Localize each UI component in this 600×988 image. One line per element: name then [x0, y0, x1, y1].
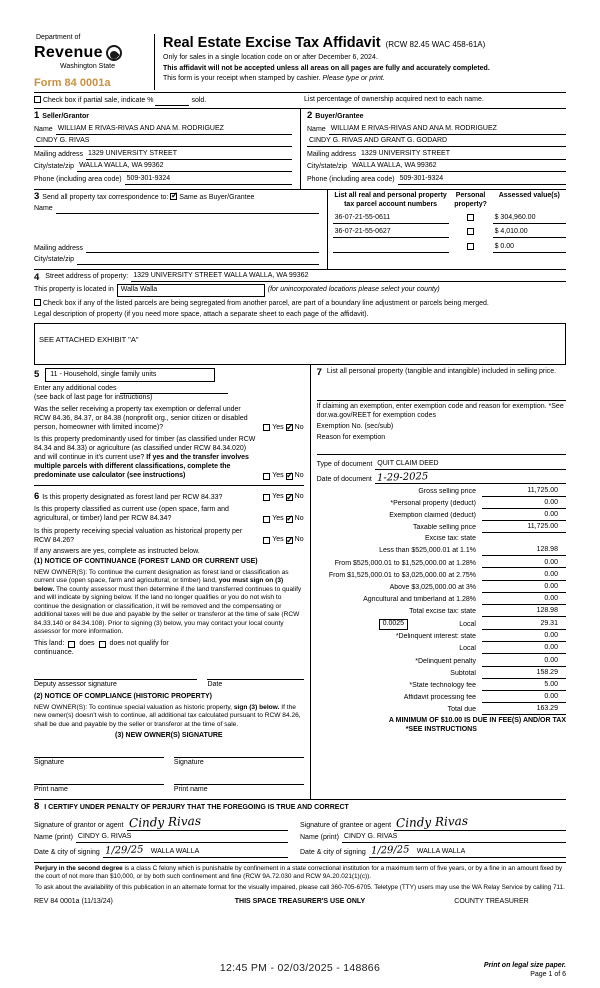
delinquent-penalty-label: *Delinquent penalty — [415, 657, 476, 665]
local-excise-value[interactable]: 29.31 — [482, 620, 566, 630]
subtotal-label: Subtotal — [450, 669, 476, 677]
buyer-city-state-zip[interactable]: WALLA WALLA, WA 99362 — [350, 162, 566, 172]
parcel-row — [333, 228, 566, 238]
located-note: (for unincorporated locations please select your county) — [267, 286, 440, 294]
agricultural-timberland-value[interactable]: 0.00 — [482, 595, 566, 605]
forest-question: Is this property designated as forest land per RCW 84.33? — [42, 493, 223, 501]
affidavit-processing-fee-label: Affidavit processing fee — [403, 694, 476, 702]
excise-tier4-label: Above $3,025,000.00 at 3% — [389, 583, 476, 591]
same-as-buyer-checkbox[interactable] — [170, 193, 177, 200]
perjury-notice — [34, 862, 566, 882]
timber-yes-checkbox[interactable] — [263, 473, 270, 480]
cashier-timestamp: 12:45 PM - 02/03/2025 - 148866 — [219, 962, 381, 975]
header-note-3a: This form is your receipt when stamped by cashier. — [163, 74, 323, 82]
buyer-name-line1[interactable]: WILLIAM E RIVAS-RIVAS AND ANA M. RODRIGUEZ — [329, 125, 566, 135]
section-4-number: 4 — [34, 271, 40, 283]
header-note-3 — [163, 75, 566, 84]
current-use-no-checkbox[interactable] — [286, 516, 293, 523]
excise-tier2-value[interactable]: 0.00 — [482, 559, 566, 569]
delinquent-interest-state-value[interactable]: 0.00 — [482, 632, 566, 642]
state-technology-fee-label: *State technology fee — [409, 681, 476, 689]
signature-label-2: Signature — [173, 758, 204, 766]
certification-section — [34, 799, 566, 862]
excise-tier1-label: Less than $525,000.01 at 1.1% — [379, 547, 476, 555]
section-6-block — [34, 485, 304, 795]
current-use-yes-label: Yes — [272, 514, 284, 522]
does-label: does — [79, 640, 95, 648]
buyer-mailing-address[interactable]: 1329 UNIVERSITY STREET — [359, 150, 566, 160]
form-rcw: (RCW 82.45 WAC 458-61A) — [385, 40, 486, 49]
ownership-percentage-note: List percentage of ownership acquired next to each name. — [304, 96, 484, 104]
personal-property-checkbox-2[interactable] — [467, 228, 474, 235]
title-block — [154, 34, 566, 90]
land-does-not-qualify-checkbox[interactable] — [99, 641, 106, 648]
document-date-field[interactable]: 1-29-2025 — [376, 470, 429, 484]
total-excise-state-value[interactable]: 128.98 — [482, 607, 566, 617]
grantor-signature-block — [34, 814, 300, 857]
property-address-section — [34, 269, 566, 323]
gross-selling-price-value[interactable]: 11,725.00 — [482, 487, 566, 497]
correspondence-csz-field[interactable] — [77, 256, 319, 265]
personal-property-checkbox-3[interactable] — [467, 243, 474, 250]
current-use-question: Is this property classified as current use (open space, farm and agricultural, or timber) land per RCW 84.34? — [34, 506, 229, 523]
seller-city-state-zip[interactable]: WALLA WALLA, WA 99362 — [77, 162, 292, 172]
document-type-field[interactable]: QUIT CLAIM DEED — [375, 460, 566, 470]
print-size-note: Print on legal size paper. — [483, 962, 566, 970]
buyer-grantee-title: Buyer/Grantee — [315, 113, 364, 121]
notice-continuance-body — [34, 569, 304, 637]
land-qualify-row — [34, 640, 304, 649]
bottom-row — [34, 962, 566, 980]
delinquent-interest-local-label: Local — [459, 645, 476, 653]
deputy-date-label: Date — [207, 681, 223, 689]
use-classification-column — [34, 365, 311, 799]
parcel-number-field-2[interactable]: 36-07-21-55-0627 — [333, 228, 449, 238]
grantee-name-label: Name (print) — [300, 834, 339, 842]
grantee-signature-block — [300, 814, 566, 857]
deputy-date-line[interactable] — [207, 671, 303, 680]
personal-property-label: List all personal property (tangible and intangible) included in selling price. — [326, 368, 557, 376]
grantor-date[interactable]: 1/29/25 — [104, 844, 144, 857]
document-type-label: Type of document — [316, 461, 373, 469]
notice-compliance-bold: sign (3) below. — [233, 703, 280, 711]
located-in-label: This property is located in — [34, 286, 114, 294]
correspondence-and-parcels — [34, 189, 566, 269]
section-2-number: 2 — [307, 110, 313, 122]
section-5-number: 5 — [34, 369, 40, 381]
new-owner-signature-row — [34, 749, 304, 768]
forest-yes-label: Yes — [272, 493, 284, 501]
form-number: Form 84 0001a — [34, 77, 111, 90]
forest-yes-checkbox[interactable] — [263, 494, 270, 501]
seller-name-line1[interactable]: WILLIAM E RIVAS-RIVAS AND ANA M. RODRIGUEZ — [56, 125, 292, 135]
segregated-checkbox[interactable] — [34, 299, 41, 306]
assessed-value-header: Assessed value(s) — [498, 191, 560, 199]
delinquent-penalty-value[interactable]: 0.00 — [482, 657, 566, 667]
notice-continuance-title: (1) NOTICE OF CONTINUANCE (FOREST LAND OR CURRENT USE) — [34, 558, 258, 566]
certify-statement: I CERTIFY UNDER PENALTY OF PERJURY THAT THE FOREGOING IS TRUE AND CORRECT — [44, 804, 349, 812]
page-number: Page 1 of 6 — [530, 971, 566, 979]
property-street-address[interactable]: 1329 UNIVERSITY STREET WALLA WALLA, WA 99362 — [131, 272, 566, 282]
correspondence-name-label: Name — [34, 205, 53, 213]
segregated-row — [34, 299, 566, 309]
tax-correspondence-section — [34, 190, 327, 269]
personal-property-section — [317, 368, 566, 378]
excise-tier1-value[interactable]: 128.98 — [482, 546, 566, 556]
street-address-label: Street address of property: — [45, 273, 129, 281]
total-due-value[interactable]: 163.29 — [482, 705, 566, 715]
print-name-label-2: Print name — [173, 785, 208, 793]
seller-mailing-address[interactable]: 1329 UNIVERSITY STREET — [86, 150, 292, 160]
partial-sale-label: Check box if partial sale, indicate % — [42, 97, 154, 105]
seller-phone-label: Phone (including area code) — [34, 175, 122, 183]
gross-selling-price-label: Gross selling price — [418, 487, 476, 495]
taxable-selling-price-label: Taxable selling price — [412, 524, 476, 532]
total-due-label: Total due — [447, 706, 476, 714]
land-use-code-select[interactable]: 11 - Household, single family units — [45, 368, 215, 382]
seller-name-line2[interactable]: CINDY G. RIVAS — [34, 137, 292, 147]
deputy-assessor-row — [34, 671, 304, 690]
header-note-2: This affidavit will not be accepted unless all areas on all pages are fully and accurately completed. — [163, 64, 490, 72]
grantor-signature-label: Signature of grantor or agent — [34, 821, 124, 829]
continuance-label: continuance. — [34, 649, 74, 657]
historic-no-label: No — [294, 536, 304, 544]
excise-tier2-label: From $525,000.01 to $1,525,000.00 at 1.28% — [334, 559, 476, 567]
document-block — [317, 454, 566, 485]
property-county-select[interactable]: Walla Walla — [117, 284, 265, 297]
seller-grantor-title: Seller/Grantor — [42, 113, 89, 121]
correspondence-csz-label: City/state/zip — [34, 255, 75, 263]
deferral-no-checkbox[interactable] — [286, 424, 293, 431]
print-name-label-1: Print name — [34, 785, 68, 793]
property-location-row — [34, 284, 566, 297]
deferral-no-label: No — [294, 423, 304, 431]
grantee-city[interactable]: WALLA WALLA — [415, 848, 566, 858]
new-owner-signature-title: (3) NEW OWNER(S) SIGNATURE — [115, 732, 223, 740]
new-owner-signature-line-2[interactable] — [174, 749, 304, 758]
section-3-number: 3 — [34, 190, 40, 202]
partial-sale-percent-field[interactable] — [155, 98, 189, 106]
buyer-name-line2[interactable]: CINDY G. RIVAS AND GRANT G. GODARD — [307, 137, 566, 147]
deferral-question-row — [34, 406, 304, 433]
seller-csz-label: City/state/zip — [34, 163, 75, 171]
grantor-signature[interactable]: Cindy Rivas — [128, 813, 201, 831]
historic-no-checkbox[interactable] — [286, 537, 293, 544]
tax-computation-column — [311, 365, 566, 799]
additional-codes-note: (see back of last page for instructions) — [34, 393, 153, 401]
buyer-csz-label: City/state/zip — [307, 163, 348, 171]
seller-phone[interactable]: 509-301-9324 — [125, 175, 292, 185]
buyer-mailing-label: Mailing address — [307, 150, 357, 158]
revenue-wordmark: Revenue — [34, 43, 103, 61]
parcel-numbers-header: List all real and personal property tax parcel account numbers — [334, 191, 447, 208]
delinquent-interest-local-value[interactable]: 0.00 — [482, 644, 566, 654]
buyer-name-label: Name — [307, 125, 326, 133]
timber-question-row — [34, 436, 304, 481]
treasurer-space-label: THIS SPACE TREASURER'S USE ONLY — [234, 897, 366, 905]
tax-table — [317, 487, 566, 715]
notice-compliance-post: If the new owner(s) doesn't wish to continue, all additional tax calculated pursuant to RCW 84.26, shall be due and payable by the seller or transferor at the time of sale. — [34, 703, 301, 728]
segregated-label: Check box if any of the listed parcels are being segregated from another parcel, are part of a boundary line adjustment or parcels being merged. — [42, 300, 489, 308]
grantor-city[interactable]: WALLA WALLA — [149, 848, 288, 858]
form-header — [34, 34, 566, 92]
subtotal-value[interactable]: 158.29 — [482, 669, 566, 679]
new-owner-print-row — [34, 776, 304, 795]
affidavit-processing-fee-value[interactable]: 0.00 — [482, 693, 566, 703]
main-columns — [34, 365, 566, 799]
exemption-note: If claiming an exemption, enter exemption code and reason for exemption. *See dor.wa.gov/REET for exemption codes — [316, 402, 564, 419]
exemption-block — [317, 400, 566, 451]
does-not-label: does not qualify for — [109, 640, 169, 648]
personal-property-checkbox-1[interactable] — [467, 214, 474, 221]
grantee-date[interactable]: 1/29/25 — [370, 844, 410, 857]
historic-yes-label: Yes — [272, 536, 284, 544]
parcel-number-field-1[interactable]: 36-07-21-55-0611 — [333, 214, 449, 224]
grantee-print-name[interactable]: CINDY G. RIVAS — [342, 833, 566, 843]
seller-mailing-label: Mailing address — [34, 150, 84, 158]
deferral-yes-label: Yes — [272, 423, 284, 431]
correspondence-label: Send all property tax correspondence to: — [42, 193, 169, 201]
dor-logo-icon — [106, 45, 122, 61]
buyer-grantee-section — [300, 109, 566, 188]
header-note-1: Only for sales in a single location code on or after December 6, 2024. — [163, 54, 378, 62]
agricultural-timberland-label: Agricultural and timberland at 1.28% — [363, 595, 476, 603]
deputy-assessor-signature-line[interactable] — [34, 671, 197, 680]
timber-yes-label: Yes — [272, 471, 284, 479]
timber-no-label: No — [294, 471, 304, 479]
footer-row — [34, 898, 566, 907]
partial-sale-checkbox[interactable] — [34, 96, 41, 103]
section-1-number: 1 — [34, 110, 40, 122]
dor-logo-block — [34, 34, 154, 90]
parties-section — [34, 108, 566, 188]
local-excise-label: Local — [459, 621, 476, 629]
personal-property-blank-area[interactable] — [317, 378, 566, 400]
grantor-date-label: Date & city of signing — [34, 848, 100, 856]
partial-sale-sold-label: sold. — [191, 97, 207, 105]
form-revision: REV 84 0001a (11/13/24) — [34, 897, 113, 905]
print-notes — [446, 962, 566, 980]
signature-label-1: Signature — [34, 758, 64, 766]
perjury-lead: Perjury in the second degree — [35, 864, 123, 872]
deferral-question: Was the seller receiving a property tax exemption or deferral under RCW 84.36, 84.37, or 84.38 (nonprofit org., senior citizen or disabled person, homeowner with limited income)? — [34, 406, 248, 432]
notice-compliance-title: (2) NOTICE OF COMPLIANCE (HISTORIC PROPERTY) — [34, 693, 212, 701]
historic-yes-checkbox[interactable] — [263, 537, 270, 544]
correspondence-mailing-field[interactable] — [86, 245, 319, 254]
total-excise-state-label: Total excise tax: state — [409, 608, 476, 616]
taxable-selling-price-value[interactable]: 11,725.00 — [482, 523, 566, 533]
timber-question: Is this property predominantly used for timber (as classified under RCW 84.34 and 84.33) or agriculture (as classified under RCW 84.34.020) and will continue in it's current use? — [34, 436, 256, 462]
washington-state-label: Washington State — [60, 63, 115, 71]
parcel-table — [327, 190, 566, 269]
buyer-phone-label: Phone (including area code) — [307, 175, 395, 183]
notice-continuance-pre: NEW OWNER(S): To continue the current designation as forest land or classification as current use (open space, farm and agricultural, or timber) land, — [34, 568, 289, 585]
current-use-no-label: No — [294, 514, 304, 522]
grantee-date-label: Date & city of signing — [300, 848, 366, 856]
minimum-due-note: A MINIMUM OF $10.00 IS DUE IN FEE(S) AND/OR TAX — [388, 717, 566, 725]
grantee-signature-label: Signature of grantee or agent — [300, 821, 392, 829]
current-use-yes-checkbox[interactable] — [263, 516, 270, 523]
assessed-value-field-2[interactable]: $ 4,010.00 — [493, 228, 566, 238]
legal-description-text: SEE ATTACHED EXHIBIT "A" — [39, 335, 139, 345]
partial-sale-row — [34, 92, 566, 108]
grantor-name-label: Name (print) — [34, 834, 73, 842]
exemption-claimed-value[interactable]: 0.00 — [482, 511, 566, 521]
forest-question-row — [34, 492, 304, 503]
parcel-row — [333, 243, 566, 253]
state-technology-fee-value[interactable]: 5.00 — [482, 681, 566, 691]
excise-tier4-value[interactable]: 0.00 — [482, 583, 566, 593]
perjury-body: is a class C felony which is punishable by confinement in a state correctional institution for a maximum term of five years, or by a fine in an amount fixed by the court of not more than $10,000, or by both such confinement and fine (RCW 9A.72.030 and RCW 9A.20.021(1)(c)). — [35, 864, 563, 880]
personal-property-header: Personal property? — [454, 191, 487, 208]
alternate-format-note: To ask about the availability of this publication in an alternate format for the visually impaired, please call 360-705-6705. Teletype (TTY) users may use the WA Relay Service by calling 711. — [35, 883, 565, 891]
timber-question-bold: If yes and the transfer involves multiple parcels with different classifications, complete the predominate use calculator (see instructions) — [34, 454, 249, 480]
exemption-number-label: Exemption No. (sec/sub) — [316, 422, 394, 430]
correspondence-mailing-label: Mailing address — [34, 244, 84, 252]
new-owner-print-line-2[interactable] — [174, 776, 304, 785]
form-title: Real Estate Excise Tax Affidavit — [163, 35, 381, 51]
parcel-table-header — [333, 192, 566, 210]
new-owner-print-line-1[interactable] — [34, 776, 164, 785]
deputy-assessor-label: Deputy assessor signature — [34, 681, 117, 689]
excise-tier3-value[interactable]: 0.00 — [482, 571, 566, 581]
grantor-print-name[interactable]: CINDY G. RIVAS — [76, 833, 288, 843]
forest-no-checkbox[interactable] — [286, 494, 293, 501]
this-land-label: This land: — [34, 640, 65, 648]
legal-description-label: Legal description of property (if you need more space, attach a separate sheet to each page of the affidavit). — [34, 311, 369, 319]
assessed-value-field-1[interactable]: $ 304,960.00 — [493, 214, 566, 224]
parcel-row — [333, 214, 566, 224]
personal-property-deduct-label: *Personal property (deduct) — [390, 499, 476, 507]
see-instructions-note: *SEE INSTRUCTIONS — [405, 726, 477, 734]
excise-tier3-label: From $1,525,000.01 to $3,025,000.00 at 2.75% — [328, 571, 476, 579]
same-as-buyer-label: Same as Buyer/Grantee — [179, 193, 255, 201]
section-8-number: 8 — [34, 801, 40, 813]
if-any-yes-note: If any answers are yes, complete as instructed below. — [34, 547, 200, 555]
buyer-phone[interactable]: 509-301-9324 — [398, 175, 566, 185]
local-rate-field[interactable]: 0.0025 — [379, 619, 408, 630]
new-owner-signature-line-1[interactable] — [34, 749, 164, 758]
timber-no-checkbox[interactable] — [286, 473, 293, 480]
delinquent-interest-state-label: *Delinquent interest: state — [395, 633, 476, 641]
excise-tax-state-heading: Excise tax: state — [425, 535, 476, 543]
correspondence-name-field[interactable] — [56, 206, 319, 215]
forest-no-label: No — [294, 493, 304, 501]
historic-question: Is this property receiving special valuation as historical property per RCW 84.26? — [34, 527, 243, 544]
notice-continuance-bold: you must sign on (3) below. — [34, 577, 284, 593]
additional-codes-field[interactable] — [120, 385, 229, 394]
current-use-question-row — [34, 506, 304, 524]
personal-property-deduct-value[interactable]: 0.00 — [482, 499, 566, 509]
county-treasurer-label: COUNTY TREASURER — [454, 897, 529, 905]
deferral-yes-checkbox[interactable] — [263, 424, 270, 431]
notice-compliance-body — [34, 704, 304, 729]
section-6-number: 6 — [34, 490, 40, 502]
land-does-qualify-checkbox[interactable] — [68, 641, 75, 648]
section-7-number: 7 — [316, 367, 322, 379]
header-note-3b: Please type or print. — [322, 74, 385, 82]
assessed-value-field-3[interactable]: $ 0.00 — [493, 243, 566, 253]
additional-codes-label: Enter any additional codes — [34, 384, 117, 392]
seller-grantor-section — [34, 109, 300, 188]
notice-compliance-pre: NEW OWNER(S): To continue special valuation as historic property, — [34, 703, 234, 711]
dept-of-label: Department of — [36, 34, 81, 41]
seller-name-label: Name — [34, 125, 53, 133]
grantee-signature[interactable]: Cindy Rivas — [395, 813, 469, 831]
exemption-reason-label: Reason for exemption — [316, 433, 386, 441]
notice-continuance-post: The county assessor must then determine if the land transferred continues to qualify and will indicate by signing below. If the land no longer qualifies or you do not wish to continue the designation or classification, it will be removed and the compensating or additional taxes will be due and payable by the seller or transferor at the time of sale (RCW 84.33.140 or 84.34.108). Prior to signing (3) below, you may contact your local county assessor for more information. — [34, 585, 302, 635]
exemption-claimed-label: Exemption claimed (deduct) — [389, 511, 476, 519]
document-date-label: Date of document — [316, 475, 372, 483]
historic-question-row — [34, 528, 304, 546]
parcel-number-field-3[interactable] — [333, 244, 449, 253]
legal-description-box[interactable] — [34, 323, 566, 365]
